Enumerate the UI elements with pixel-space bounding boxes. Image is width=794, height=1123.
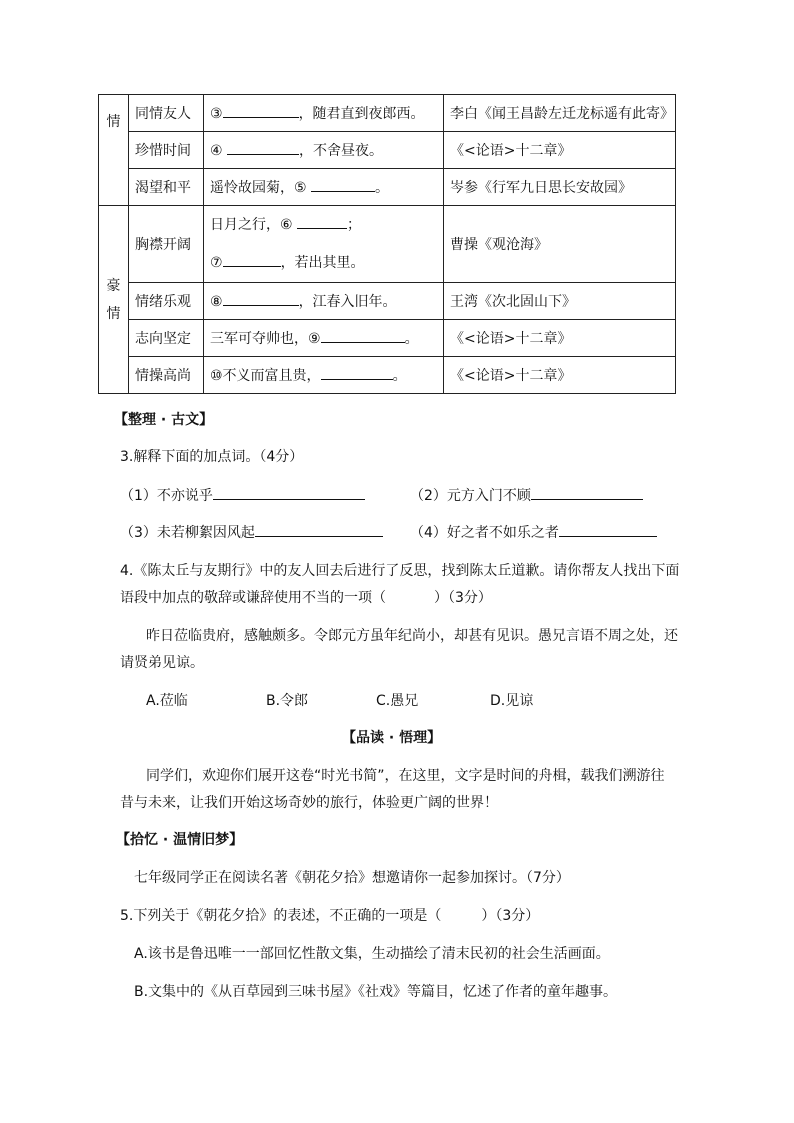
section-title: 【整理 · 古文】 [114, 412, 214, 428]
table-row [99, 95, 676, 132]
section-title: 【拾忆 · 温情旧梦】 [116, 832, 244, 848]
q5-intro: 七年级同学正在阅读名著《朝花夕拾》想邀请你一起参加探讨。（7分） [134, 870, 570, 886]
verse-cell: ⑩不义而富且贵， 。 [204, 357, 444, 394]
answer-blank[interactable] [297, 215, 347, 229]
q4-option-a[interactable]: A.莅临 [146, 693, 188, 709]
category-label: 情 [106, 114, 121, 130]
poetry-fill-table [98, 94, 676, 394]
verse-cell: ③ ，随君直到夜郎西。 [204, 95, 444, 132]
answer-blank[interactable] [227, 141, 299, 155]
q3-item-3: （3）未若柳絮因风起 [120, 522, 383, 542]
source-cell: 王湾《次北固山下》 [444, 283, 676, 320]
q4-option-d[interactable]: D.见谅 [490, 693, 534, 709]
table-row [99, 320, 676, 357]
question-5-stem: 5.下列关于《朝花夕拾》的表述，不正确的一项是（ ）（3分） [120, 908, 540, 924]
question-4-stem-line2: 语段中加点的敬辞或谦辞使用不当的一项（ ）（3分） [120, 590, 492, 606]
table-row [99, 283, 676, 320]
intro-line2: 昔与未来，让我们开始这场奇妙的旅行，体验更广阔的世界！ [120, 795, 498, 811]
table-row [99, 357, 676, 394]
subcategory-cell: 同情友人 [129, 95, 204, 132]
verse-cell: 遥怜故园菊，⑤ 。 [204, 169, 444, 206]
table-row [99, 169, 676, 206]
subcategory-cell: 胸襟开阔 [129, 206, 204, 283]
intro-line1: 同学们，欢迎你们展开这卷“时光书简”，在这里，文字是时间的舟楫，载我们溯游往 [146, 768, 665, 784]
source-cell: 《<论语>十二章》 [444, 357, 676, 394]
verse-cell: ⑧ ，江春入旧年。 [204, 283, 444, 320]
q5-option-b[interactable]: B.文集中的《从百草园到三味书屋》《社戏》等篇目，忆述了作者的童年趣事。 [134, 984, 618, 1000]
table-row [99, 132, 676, 169]
subcategory-cell: 渴望和平 [129, 169, 204, 206]
q5-option-a[interactable]: A.该书是鲁迅唯一一部回忆性散文集，生动描绘了清末民初的社会生活画面。 [134, 946, 610, 962]
verse-cell: 日月之行，⑥ ； ⑦ ，若出其里。 [204, 206, 444, 283]
subcategory-cell: 情绪乐观 [129, 283, 204, 320]
q4-passage-line1: 昨日莅临贵府，感触颇多。令郎元方虽年纪尚小，却甚有见识。愚兄言语不周之处，还 [146, 628, 678, 644]
source-cell: 《<论语>十二章》 [444, 320, 676, 357]
answer-blank[interactable] [223, 292, 299, 306]
table-row [99, 206, 676, 283]
verse-cell: ④ ，不舍昼夜。 [204, 132, 444, 169]
answer-blank[interactable] [223, 104, 299, 118]
q4-option-b[interactable]: B.令郎 [266, 693, 309, 709]
subcategory-cell: 珍惜时间 [129, 132, 204, 169]
section-title: 【品读 · 悟理】 [342, 730, 442, 746]
answer-blank[interactable] [255, 523, 383, 537]
source-cell: 曹操《观沧海》 [444, 206, 676, 283]
answer-blank[interactable] [311, 178, 375, 192]
answer-blank[interactable] [213, 486, 365, 500]
q3-item-2: （2）元方入门不顾 [410, 485, 643, 505]
subcategory-cell: 情操高尚 [129, 357, 204, 394]
verse-cell: 三军可夺帅也，⑨ 。 [204, 320, 444, 357]
source-cell: 岑参《行军九日思长安故园》 [444, 169, 676, 206]
question-4-stem-line1: 4.《陈太丘与友期行》中的友人回去后进行了反思，找到陈太丘道歉。请你帮友人找出下面 [120, 563, 680, 579]
source-cell: 李白《闻王昌龄左迁龙标遥有此寄》 [444, 95, 676, 132]
question-3-stem: 3.解释下面的加点词。（4分） [120, 449, 304, 465]
answer-blank[interactable] [531, 486, 643, 500]
category-cell [99, 206, 129, 394]
answer-blank[interactable] [223, 253, 281, 267]
category-label: 豪情 [106, 277, 121, 322]
answer-blank[interactable] [559, 523, 657, 537]
q4-passage-line2: 请贤弟见谅。 [120, 655, 204, 671]
category-cell [99, 95, 129, 206]
subcategory-cell: 志向坚定 [129, 320, 204, 357]
q3-item-4: （4）好之者不如乐之者 [410, 522, 657, 542]
answer-blank[interactable] [321, 366, 393, 380]
q3-item-1: （1）不亦说乎 [120, 485, 365, 505]
answer-blank[interactable] [321, 329, 405, 343]
source-cell: 《<论语>十二章》 [444, 132, 676, 169]
q4-option-c[interactable]: C.愚兄 [376, 693, 419, 709]
